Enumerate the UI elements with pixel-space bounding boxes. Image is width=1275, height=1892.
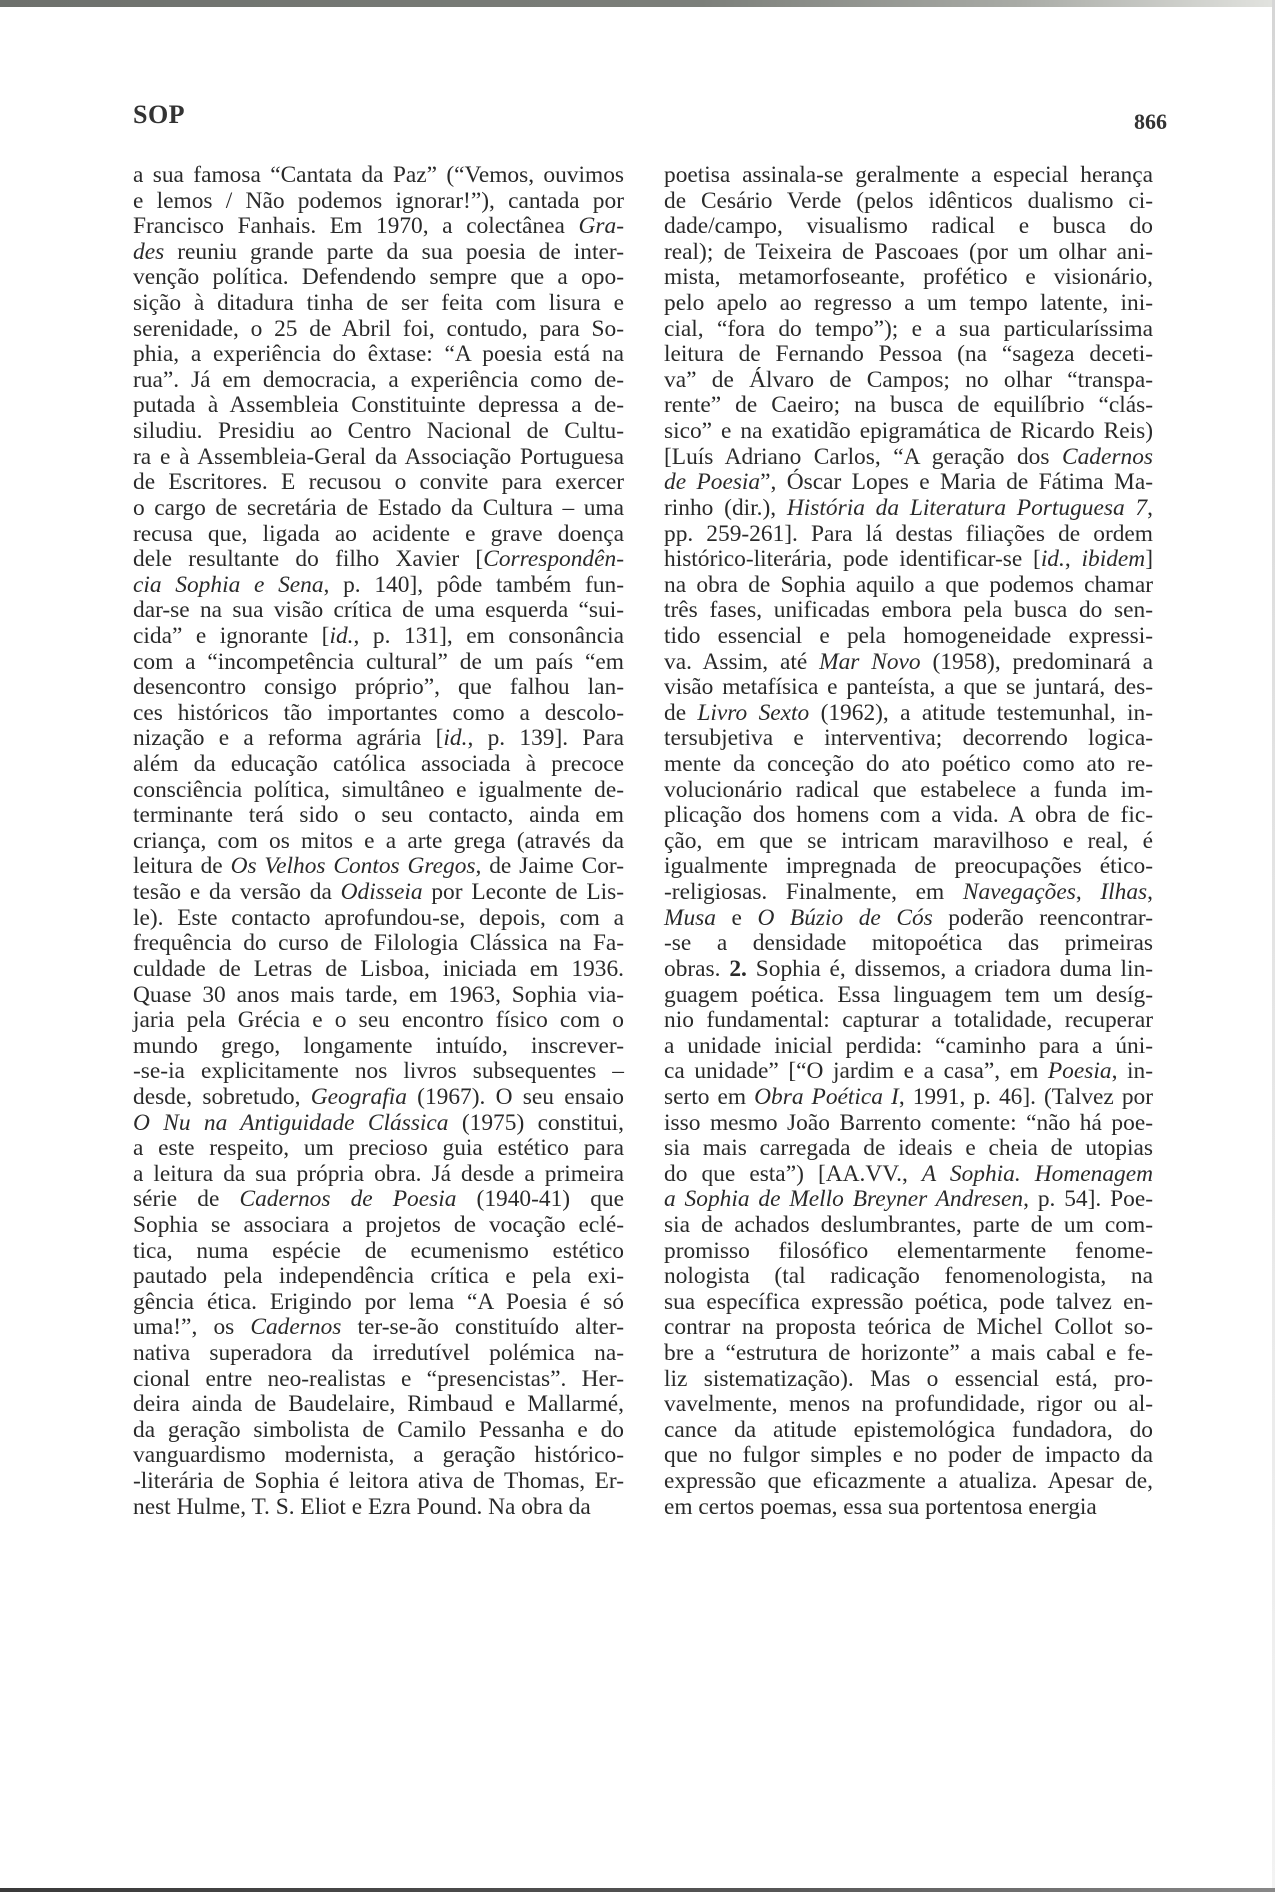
text-column-left bbox=[133, 163, 624, 1520]
text-line: em certos poemas, essa sua portentosa energia bbox=[664, 1493, 1097, 1520]
text-line: histórico-literária, pode identificar-se [id., ibidem] bbox=[664, 546, 1153, 573]
text-line: recusa que, ligada ao acidente e grave doença bbox=[133, 520, 624, 547]
text-line: cial, “fora do tempo”); e a sua particularíssima bbox=[664, 315, 1153, 342]
text-line: igualmente impregnada de preocupações ético- bbox=[664, 853, 1153, 880]
text-line: contrar na proposta teórica de Michel Collot so- bbox=[664, 1314, 1153, 1341]
text-line: visão metafísica e panteísta, a que se juntará, des- bbox=[664, 674, 1153, 701]
text-line: de Livro Sexto (1962), a atitude testemunhal, in- bbox=[664, 699, 1153, 726]
text-line: dele resultante do filho Xavier [Correspondên- bbox=[133, 546, 624, 573]
text-line: -literária de Sophia é leitora ativa de Thomas, Er- bbox=[133, 1468, 624, 1495]
text-line: putada à Assembleia Constituinte depressa a de- bbox=[133, 392, 624, 419]
text-line: cida” e ignorante [id., p. 131], em consonância bbox=[133, 622, 625, 649]
text-line: gência ética. Erigindo por lema “A Poesia é só bbox=[133, 1288, 624, 1315]
text-line: criança, com os mitos e a arte grega (através da bbox=[133, 827, 624, 854]
text-line: terminante terá sido o seu contacto, ainda em bbox=[133, 802, 624, 829]
text-line: série de Cadernos de Poesia (1940-41) que bbox=[133, 1186, 624, 1213]
text-line: poetisa assinala-se geralmente a especial herança bbox=[664, 162, 1153, 188]
text-line: Quase 30 anos mais tarde, em 1963, Sophia via- bbox=[133, 981, 624, 1008]
text-line: de Cesário Verde (pelos idênticos dualismo ci- bbox=[664, 187, 1153, 214]
text-line: sia mais carregada de ideais e cheia de utopias bbox=[664, 1135, 1153, 1162]
text-line: serenidade, o 25 de Abril foi, contudo, para So- bbox=[133, 315, 624, 342]
text-line: jaria pela Grécia e o seu encontro físico com o bbox=[133, 1007, 624, 1034]
text-line: venção política. Defendendo sempre que a opo- bbox=[133, 264, 624, 291]
text-line: le). Este contacto aprofundou-se, depois, com a bbox=[133, 904, 624, 931]
text-line: sico” e na exatidão epigramática de Ricardo Reis) bbox=[664, 418, 1153, 445]
text-line: nização e a reforma agrária [id., p. 139]. Para bbox=[133, 725, 624, 752]
text-line: O Nu na Antiguidade Clássica (1975) constitui, bbox=[133, 1109, 625, 1136]
text-line: serto em Obra Poética I, 1991, p. 46]. (Talvez por bbox=[664, 1083, 1153, 1110]
text-line: dade/campo, visualismo radical e busca do bbox=[664, 213, 1153, 240]
text-line: des reuniu grande parte da sua poesia de inter- bbox=[133, 238, 624, 265]
text-line: plicação dos homens com a vida. A obra de fic- bbox=[664, 802, 1153, 829]
text-line: tido essencial e pela homogeneidade expressi- bbox=[664, 622, 1153, 649]
text-line: desencontro consigo próprio”, que falhou lan- bbox=[133, 674, 624, 701]
text-line: leitura de Fernando Pessoa (na “sageza deceti- bbox=[664, 341, 1153, 368]
text-line: vanguardismo modernista, a geração histórico- bbox=[133, 1442, 624, 1469]
text-column-right bbox=[664, 163, 1153, 1520]
text-line: -religiosas. Finalmente, em Navegações, Ilhas, bbox=[664, 879, 1153, 906]
text-line: rua”. Já em democracia, a experiência como de- bbox=[133, 366, 624, 393]
text-line: Sophia se associara a projetos de vocação eclé- bbox=[133, 1211, 624, 1238]
text-line: a este respeito, um precioso guia estético para bbox=[133, 1135, 624, 1162]
text-line: liz sistematização). Mas o essencial está, pro- bbox=[664, 1365, 1153, 1392]
text-line: rinho (dir.), História da Literatura Portuguesa 7, bbox=[664, 494, 1153, 521]
text-line: va” de Álvaro de Campos; no olhar “transpa- bbox=[664, 366, 1153, 393]
text-line: pelo apelo ao regresso a um tempo latente, ini- bbox=[664, 290, 1153, 317]
text-line: a sua famosa “Cantata da Paz” (“Vemos, ouvimos bbox=[133, 162, 624, 188]
text-line: promisso filosófico elementarmente fenome- bbox=[664, 1237, 1153, 1264]
text-line: e lemos / Não podemos ignorar!”), cantada por bbox=[133, 187, 624, 214]
text-line: nio fundamental: capturar a totalidade, recuperar bbox=[664, 1007, 1153, 1034]
text-line: com a “incompetência cultural” de um país “em bbox=[133, 648, 624, 675]
text-line: mente da conceção do ato poético como ato re- bbox=[664, 751, 1153, 778]
text-line: phia, a experiência do êxtase: “A poesia está na bbox=[133, 341, 624, 368]
text-line: da geração simbolista de Camilo Pessanha e do bbox=[133, 1416, 624, 1443]
text-line: isso mesmo João Barrento comente: “não há poe- bbox=[664, 1109, 1153, 1136]
text-line: siludiu. Presidiu ao Centro Nacional de Cultu- bbox=[133, 418, 624, 445]
text-line: nativa superadora da irredutível polémica na- bbox=[133, 1340, 624, 1367]
page-number: 866 bbox=[1134, 109, 1167, 134]
text-line: tesão e da versão da Odisseia por Leconte de Lis- bbox=[133, 879, 624, 906]
text-line: real); de Teixeira de Pascoaes (por um olhar ani- bbox=[664, 238, 1153, 265]
text-line: pautado pela independência crítica e pela exi- bbox=[133, 1263, 624, 1290]
text-line: -se a densidade mitopoética das primeiras bbox=[664, 930, 1153, 957]
text-line: o cargo de secretária de Estado da Cultura – uma bbox=[133, 494, 624, 521]
text-line: va. Assim, até Mar Novo (1958), predominará a bbox=[664, 648, 1153, 675]
text-line: culdade de Letras de Lisboa, iniciada em 1936. bbox=[133, 955, 624, 982]
text-line: vavelmente, menos na profundidade, rigor ou al- bbox=[664, 1391, 1153, 1418]
text-line: Musa e O Búzio de Cós poderão reencontrar- bbox=[664, 904, 1153, 931]
text-line: frequência do curso de Filologia Clássica na Fa- bbox=[133, 930, 624, 957]
text-line: cance da atitude epistemológica fundadora, do bbox=[664, 1416, 1153, 1443]
text-line: sição à ditadura tinha de ser feita com lisura e bbox=[133, 290, 624, 317]
text-line: que no fulgor simples e no poder de impacto da bbox=[664, 1442, 1153, 1469]
text-line: dar-se na sua visão crítica de uma esquerda “sui- bbox=[133, 597, 624, 624]
text-line: -se-ia explicitamente nos livros subsequentes – bbox=[133, 1058, 624, 1085]
text-line: sia de achados deslumbrantes, parte de um com- bbox=[664, 1211, 1153, 1238]
text-line: [Luís Adriano Carlos, “A geração dos Cadernos bbox=[664, 443, 1153, 470]
text-line: sua específica expressão poética, pode talvez en- bbox=[664, 1288, 1153, 1315]
text-line: obras. 2. Sophia é, dissemos, a criadora duma lin- bbox=[664, 955, 1153, 982]
text-line: tersubjetiva e interventiva; decorrendo logica- bbox=[664, 725, 1153, 752]
text-line: rente” de Caeiro; na busca de equilíbrio “clás- bbox=[664, 392, 1153, 419]
text-line: leitura de Os Velhos Contos Gregos, de Jaime Cor- bbox=[133, 853, 624, 880]
text-line: pp. 259-261]. Para lá destas filiações de ordem bbox=[664, 520, 1153, 547]
text-line: desde, sobretudo, Geografia (1967). O seu ensaio bbox=[133, 1083, 624, 1110]
text-line: mista, metamorfoseante, profético e visionário, bbox=[664, 264, 1153, 291]
text-line: mundo grego, longamente intuído, inscrever- bbox=[133, 1032, 624, 1059]
text-line: ra e à Assembleia-Geral da Associação Portuguesa bbox=[133, 443, 624, 470]
text-line: Francisco Fanhais. Em 1970, a colectânea Gra- bbox=[133, 213, 624, 240]
scan-shadow-top bbox=[0, 0, 1275, 7]
text-line: três fases, unificadas embora pela busca do sen- bbox=[664, 597, 1153, 624]
scan-shadow-bottom bbox=[0, 1888, 1275, 1892]
running-head: SOP bbox=[133, 100, 186, 129]
text-line: além da educação católica associada à precoce bbox=[133, 751, 624, 778]
text-line: ca unidade” [“O jardim e a casa”, em Poesia, in- bbox=[664, 1058, 1153, 1085]
text-line: cional entre neo-realistas e “presencistas”. Her- bbox=[133, 1365, 624, 1392]
text-line: nest Hulme, T. S. Eliot e Ezra Pound. Na obra da bbox=[133, 1493, 591, 1520]
text-line: volucionário radical que estabelece a funda im- bbox=[664, 776, 1153, 803]
text-line: cia Sophia e Sena, p. 140], pôde também fun- bbox=[133, 571, 624, 598]
text-line: de Poesia”, Óscar Lopes e Maria de Fátima Ma- bbox=[664, 469, 1153, 496]
text-line: guagem poética. Essa linguagem tem um desíg- bbox=[664, 981, 1153, 1008]
text-line: consciência política, simultâneo e igualmente de- bbox=[133, 776, 624, 803]
text-line: expressão que eficazmente a atualiza. Apesar de, bbox=[664, 1468, 1153, 1495]
text-line: a Sophia de Mello Breyner Andresen, p. 54]. Poe- bbox=[664, 1186, 1153, 1213]
text-line: bre a “estrutura de horizonte” a mais cabal e fe- bbox=[664, 1340, 1153, 1367]
text-line: ção, em que se intricam maravilhoso e real, é bbox=[664, 827, 1153, 854]
text-line: deira ainda de Baudelaire, Rimbaud e Mallarmé, bbox=[133, 1391, 624, 1418]
text-line: do que esta”) [AA.VV., A Sophia. Homenagem bbox=[664, 1160, 1153, 1187]
text-line: uma!”, os Cadernos ter-se-ão constituído alter- bbox=[133, 1314, 624, 1341]
text-line: nologista (tal radicação fenomenologista, na bbox=[664, 1263, 1153, 1290]
text-line: na obra de Sophia aquilo a que podemos chamar bbox=[664, 571, 1153, 598]
text-line: de Escritores. E recusou o convite para exercer bbox=[133, 469, 624, 496]
text-line: a leitura da sua própria obra. Já desde a primeira bbox=[133, 1160, 624, 1187]
text-line: ces históricos tão importantes como a descolo- bbox=[133, 699, 624, 726]
text-line: tica, numa espécie de ecumenismo estético bbox=[133, 1237, 624, 1264]
text-line: a unidade inicial perdida: “caminho para a úni- bbox=[664, 1032, 1153, 1059]
